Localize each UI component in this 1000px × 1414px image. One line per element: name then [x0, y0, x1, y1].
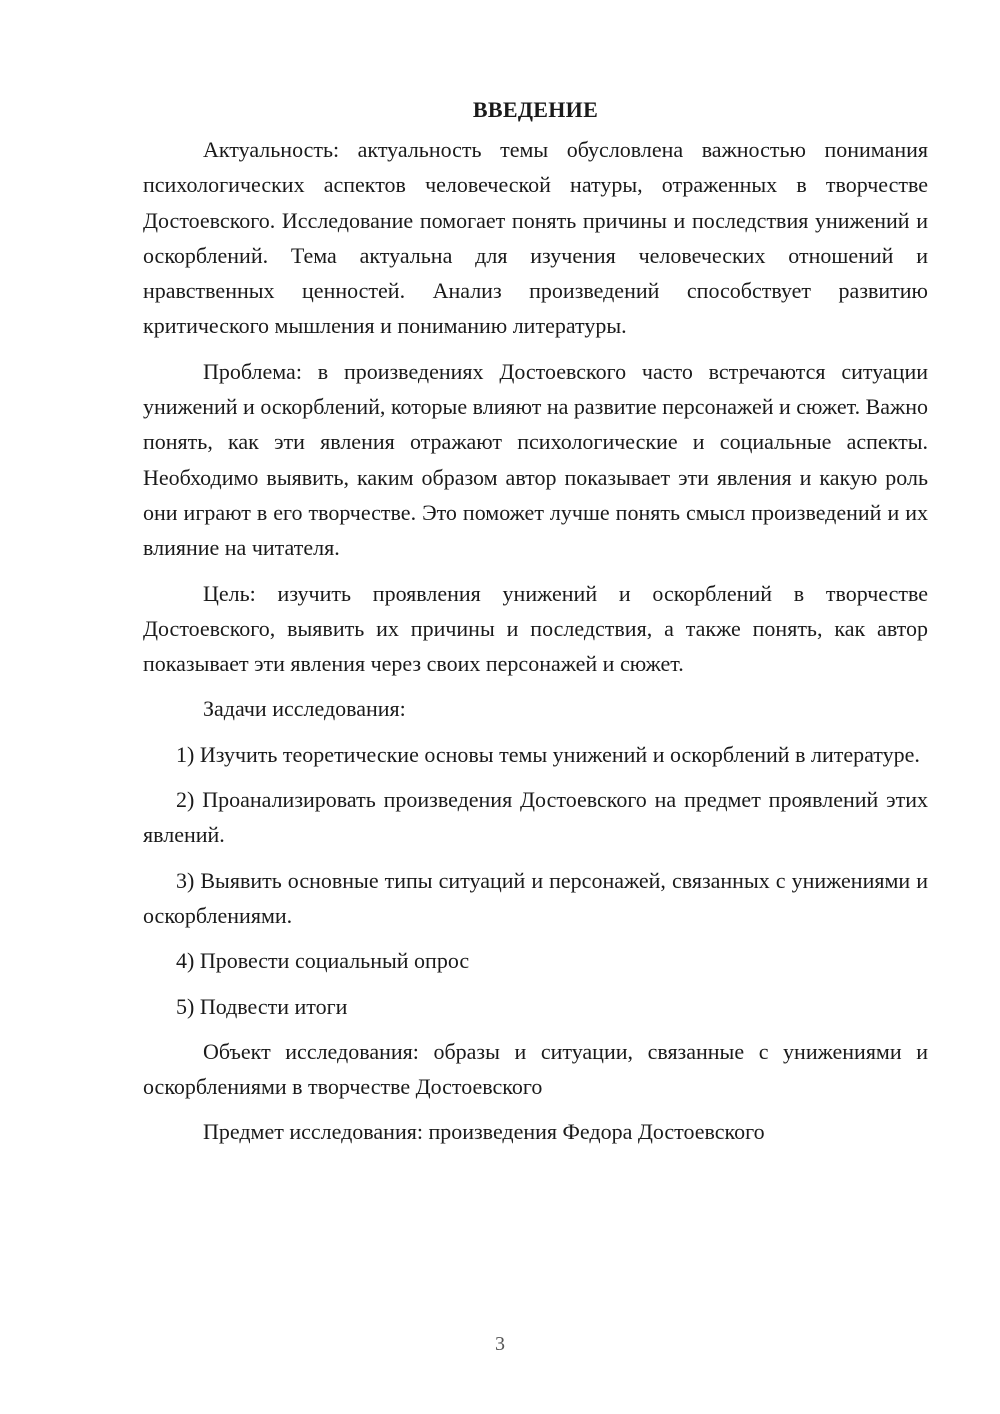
task-item-2: 2) Проанализировать произведения Достоевского на предмет проявлений этих явлений.: [143, 787, 928, 848]
paragraph-relevance: Актуальность: актуальность темы обусловлена важностью понимания психологических аспектов человеческой натуры, отраженных в творчестве Достоевского. Исследование помогает понять причины и последствия унижений и оскорблений. Тема актуальна для изучения человеческих отношений и нравственных ценностей. Анализ произведений способствует развитию критического мышления и пониманию литературы.: [143, 137, 928, 339]
document-page: [143, 92, 928, 1160]
task-item-4: 4) Провести социальный опрос: [176, 948, 470, 974]
paragraph-subject: Предмет исследования: произведения Федора Достоевского: [203, 1119, 765, 1145]
paragraph-goal: Цель: изучить проявления унижений и оскорблений в творчестве Достоевского, выявить их причины и последствия, а также понять, как автор показывает эти явления через своих персонажей и сюжет.: [143, 580, 928, 677]
tasks-heading: Задачи исследования:: [203, 696, 406, 722]
task-item-5: 5) Подвести итоги: [176, 993, 348, 1019]
task-item-3: 3) Выявить основные типы ситуаций и персонажей, связанных с унижениями и оскорблениями.: [143, 867, 928, 928]
task-item-1: 1) Изучить теоретические основы темы унижений и оскорблений в литературе.: [176, 741, 920, 767]
section-title: ВВЕДЕНИЕ: [472, 97, 599, 122]
paragraph-problem: Проблема: в произведениях Достоевского часто встречаются ситуации унижений и оскорблений, которые влияют на развитие персонажей и сюжет. Важно понять, как эти явления отражают психологические и социальные аспекты. Необходимо выявить, каким образом автор показывает эти явления и какую роль они играют в его творчестве. Это поможет лучше понять смысл произведений и их влияние на читателя.: [143, 358, 928, 561]
page-number: 3: [495, 1333, 505, 1355]
paragraph-object: Объект исследования: образы и ситуации, связанные с унижениями и оскорблениями в творчестве Достоевского: [143, 1038, 928, 1100]
